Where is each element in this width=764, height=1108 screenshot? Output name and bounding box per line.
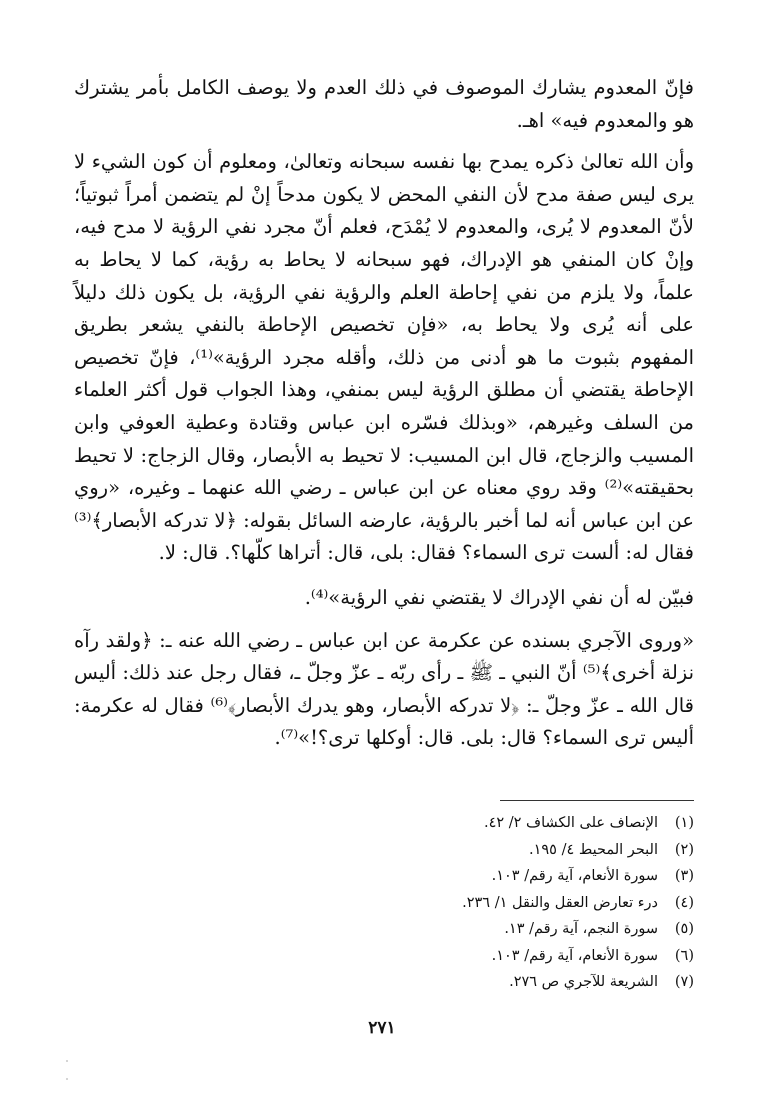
footnote-number: (٢) [674,841,694,858]
footnote-number: (٤) [674,894,694,911]
paragraph-2: وأن الله تعالىٰ ذكره يمدح بها نفسه سبحانه وتعالىٰ، ومعلوم أن كون الشيء لا يرى ليس صفة مدح لأن النفي المحض لا يكون مدحاً إنْ لم يتضمن أمراً ثبوتياً؛ لأنّ المعدوم لا يُرى، والمعدوم لا يُمْدَح، فعلم أنّ مجرد نفي الرؤية لا مدح فيه، وإنْ كان المنفي هو الإدراك، فهو سبحانه لا يحاط به رؤية، كما لا يحاط به علماً، ولا يلزم من نفي إحاطة العلم والرؤية نفي الرؤية، بل يكون ذلك دليلاً على أنه يُرى ولا يحاط به، «فإن تخصيص الإحاطة بالنفي يشعر بطريق المفهوم بثبوت ما هو أدنى من ذلك، وأقله مجرد الرؤية»⁽¹⁾، فإنّ تخصيص الإحاطة يقتضي أن مطلق الرؤية ليس بمنفي، وهذا الجواب قول أكثر العلماء من السلف وغيرهم، «وبذلك فسّره ابن عباس وقتادة وعطية العوفي وابن المسيب والزجاج، قال ابن المسيب: لا تحيط به الأبصار، وقال الزجاج: لا تحيط بحقيقته»⁽²⁾ وقد روي معناه عن ابن عباس ـ رضي الله عنهما ـ وغيره، «روي عن ابن عباس أنه لما أخبر بالرؤية، عارضه السائل بقوله: ﴿لا تدركه الأبصار﴾⁽³⁾ فقال له: ألست ترى السماء؟ فقال: بلى، قال: أتراها كلّها؟. قال: لا. [74,150,695,565]
paragraph-1: فإنّ المعدوم يشارك الموصوف في ذلك العدم ولا يوصف الكامل بأمر يشترك هو والمعدوم فيه» اهـ. [74,76,694,132]
scan-speck [66,1060,68,1062]
footnote-text: درء تعارض العقل والنقل ١/ ٢٣٦. [462,894,658,911]
footnote-number: (١) [674,815,694,831]
scan-speck [66,1078,68,1080]
footnote-text: سورة النجم، آية رقم/ ١٣. [504,921,658,937]
footnote-text: سورة الأنعام، آية رقم/ ١٠٣. [491,868,658,884]
footnotes-list [194,810,694,996]
footnote-number: (٧) [674,974,694,990]
footnote-separator [500,800,694,801]
paragraph-3: فبيّن له أن نفي الإدراك لا يقتضي نفي الرؤية»⁽⁴⁾. [304,585,694,609]
footnote-text: الشريعة للآجري ص ٢٧٦. [509,974,658,990]
footnote-text: سورة الأنعام، آية رقم/ ١٠٣. [491,947,658,964]
footnote-number: (٣) [674,868,694,884]
footnote-number: (٥) [674,921,694,937]
footnote-item [194,969,694,996]
main-text [74,72,694,755]
footnote-item [194,916,694,943]
footnote-item [194,890,694,917]
paragraph-4: «وروى الآجري بسنده عن عكرمة عن ابن عباس ـ رضي الله عنه ـ: ﴿ولقد رآه نزلة أخرى﴾⁽⁵⁾ أنّ النبي ـ ﷺ ـ رأى ربّه ـ عزّ وجلّ ـ، فقال رجل عند ذلك: أليس قال الله ـ عزّ وجلّ ـ: ﴿لا تدركه الأبصار، وهو يدرك الأبصار﴾⁽⁶⁾ فقال له عكرمة: أليس ترى السماء؟ قال: بلى. قال: أوكلها ترى؟!»⁽⁷⁾. [74,628,694,750]
footnote-item [194,943,694,970]
page-number: ٢٧١ [368,1018,396,1038]
footnote-number: (٦) [674,947,694,964]
footnote-text: الإنصاف على الكشاف ٢/ ٤٢. [483,815,658,831]
footnote-item [194,837,694,864]
footnote-item [194,810,694,837]
footnote-item [194,863,694,890]
footnote-text: البحر المحيط ٤/ ١٩٥. [528,841,658,858]
